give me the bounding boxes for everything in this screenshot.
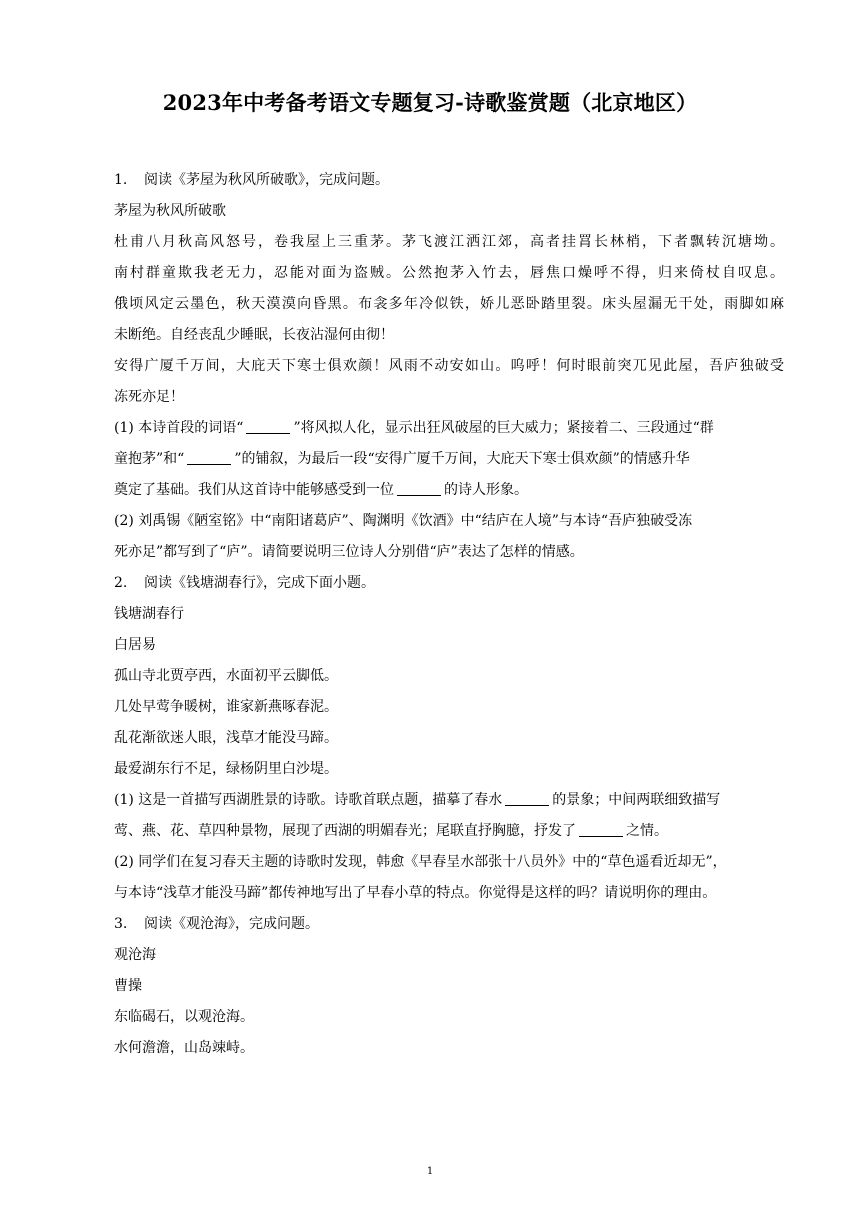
question-2-intro: 阅读《钱塘湖春行》，完成下面小题。 [144, 575, 375, 591]
sub-question-text: 这是一首描写西湖胜景的诗歌。诗歌首联点题，描摹了春水 [138, 792, 503, 808]
sub-question-text: 莺、燕、花、草四种景物，展现了西湖的明媚春光；尾联直抒胸臆，抒发了 [114, 823, 576, 839]
question-2-sub-1-line-1 [114, 785, 784, 816]
page-number: 1 [426, 1166, 434, 1177]
sub-question-text: 的景象；中间两联细致描写 [552, 792, 721, 808]
document-body [114, 165, 784, 1064]
answer-blank[interactable] [579, 822, 623, 837]
question-1-sub-1-line-2 [114, 444, 784, 475]
question-3-poem-line: 东临碣石，以观沧海。 [114, 1009, 254, 1025]
sub-question-label: (2) [114, 854, 134, 870]
question-2-poem-line: 几处早莺争暖树，谁家新燕啄春泥。 [114, 699, 338, 715]
question-1-intro: 阅读《茅屋为秋风所破歌》，完成问题。 [144, 172, 389, 188]
question-3-poem-title: 观沧海 [114, 947, 156, 963]
question-1-poem-title: 茅屋为秋风所破歌 [114, 203, 226, 219]
question-1-heading [114, 165, 784, 196]
question-1-sub-2-line-1 [114, 506, 784, 537]
question-2-heading [114, 568, 784, 599]
question-1-sub-1-line-3 [114, 475, 784, 506]
sub-question-text: 刘禹锡《陋室铭》中“南阳诸葛庐”、陶渊明《饮酒》中“结庐在人境”与本诗“吾庐独破受冻 [138, 513, 693, 529]
question-1-poem-line: 南村群童欺我老无力，忍能对面为盗贼。公然抱茅入竹去，唇焦口燥呼不得，归来倚杖自叹息。 [114, 265, 784, 281]
sub-question-label: (1) [114, 420, 134, 436]
answer-blank[interactable] [187, 450, 231, 465]
sub-question-label: (2) [114, 513, 134, 529]
question-2-sub-2-line-2: 与本诗“浅草才能没马蹄”都传神地写出了早春小草的特点。你觉得是这样的吗？请说明你的理由。 [114, 885, 717, 901]
answer-blank[interactable] [246, 419, 290, 434]
question-1-poem-line: 冻死亦足！ [114, 389, 184, 405]
question-2-poem-line: 乱花渐欲迷人眼，浅草才能没马蹄。 [114, 730, 338, 746]
question-2-sub-1-line-2 [114, 816, 784, 847]
question-2-poem-line: 最爱湖东行不足，绿杨阴里白沙堤。 [114, 761, 338, 777]
sub-question-text: 童抱茅”和“ [114, 451, 185, 467]
question-1-poem-line: 安得广厦千万间，大庇天下寒士俱欢颜！风雨不动安如山。呜呼！何时眼前突兀见此屋，吾庐独破受 [114, 358, 784, 374]
question-1-sub-1-line-1 [114, 413, 784, 444]
question-2-poem-title: 钱塘湖春行 [114, 606, 184, 622]
question-3-intro: 阅读《观沧海》，完成问题。 [144, 916, 319, 932]
sub-question-text: 的诗人形象。 [444, 482, 528, 498]
question-1-number: 1. [114, 172, 128, 188]
sub-question-text: ”的铺叙，为最后一段“安得广厦千万间，大庇天下寒士俱欢颜”的情感升华 [234, 451, 690, 467]
question-2-sub-2-line-1 [114, 847, 784, 878]
question-3-poem-line: 水何澹澹，山岛竦峙。 [114, 1040, 254, 1056]
question-1-sub-2-line-2: 死亦足”都写到了“庐”。请简要说明三位诗人分别借“庐”表达了怎样的情感。 [114, 544, 584, 560]
question-1-poem-line: 俄顷风定云墨色，秋天漠漠向昏黑。布衾多年冷似铁，娇儿恶卧踏里裂。床头屋漏无干处，雨脚如麻 [114, 296, 784, 312]
question-2-number: 2. [114, 575, 128, 591]
question-1-poem-line: 未断绝。自经丧乱少睡眠，长夜沾湿何由彻！ [114, 327, 394, 343]
answer-blank[interactable] [397, 481, 441, 496]
question-3-heading [114, 909, 784, 940]
sub-question-text: ”将风拟人化，显示出狂风破屋的巨大威力；紧接着二、三段通过“群 [293, 420, 714, 436]
question-3-poem-author: 曹操 [114, 978, 142, 994]
sub-question-text: 本诗首段的词语“ [138, 420, 244, 436]
sub-question-label: (1) [114, 792, 134, 808]
page-title: 2023年中考备考语文专题复习-诗歌鉴赏题（北京地区） [162, 90, 698, 115]
question-1-poem-line: 杜甫八月秋高风怒号，卷我屋上三重茅。茅飞渡江洒江郊，高者挂罥长林梢，下者飘转沉塘坳。 [114, 234, 784, 250]
sub-question-text: 之情。 [626, 823, 668, 839]
sub-question-text: 同学们在复习春天主题的诗歌时发现，韩愈《早春呈水部张十八员外》中的“草色遥看近却无”， [138, 854, 727, 870]
sub-question-text: 奠定了基础。我们从这首诗中能够感受到一位 [114, 482, 394, 498]
question-2-poem-line: 孤山寺北贾亭西，水面初平云脚低。 [114, 668, 338, 684]
question-2-poem-author: 白居易 [114, 637, 156, 653]
question-3-number: 3. [114, 916, 128, 932]
answer-blank[interactable] [505, 791, 549, 806]
